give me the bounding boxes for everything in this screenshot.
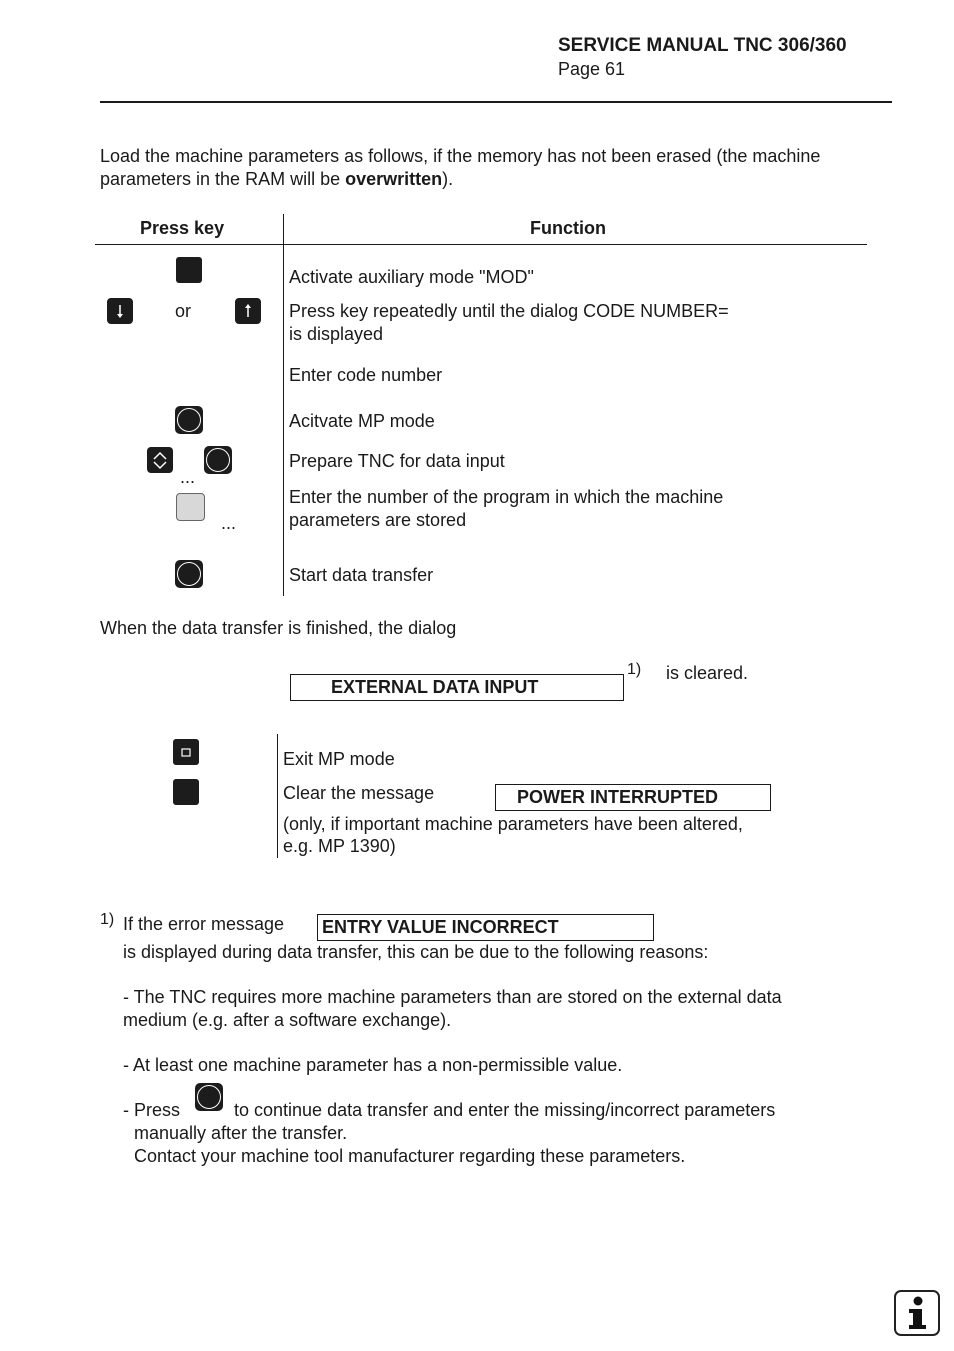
is-cleared-text: is cleared. xyxy=(666,663,749,683)
intro-line-2 xyxy=(100,168,453,191)
external-data-input-message: EXTERNAL DATA INPUT xyxy=(290,674,624,701)
goto-key-icon xyxy=(147,447,173,473)
reason-2: - At least one machine parameter has a non-permissible value. xyxy=(123,1055,623,1075)
ent-key-icon xyxy=(175,560,203,588)
function-activate-mp: Acitvate MP mode xyxy=(289,411,435,431)
info-icon xyxy=(894,1290,940,1336)
mod-key-icon xyxy=(176,257,202,283)
press-text: - Press xyxy=(123,1100,181,1120)
function-note-2: e.g. MP 1390) xyxy=(283,836,396,856)
ent-key-icon xyxy=(204,446,232,474)
reason-1: - The TNC requires more machine parameters than are stored on the external data xyxy=(123,987,782,1007)
function-activate-mod: Activate auxiliary mode "MOD" xyxy=(289,267,534,287)
function-exit-mp: Exit MP mode xyxy=(283,749,395,769)
ellipsis: ... xyxy=(180,467,196,487)
function-start-transfer: Start data transfer xyxy=(289,565,434,585)
footnote-lead: If the error message xyxy=(123,914,285,934)
footnote-marker: 1) xyxy=(100,911,115,928)
table-column-divider xyxy=(283,214,284,596)
arrow-down-key-icon xyxy=(107,298,133,324)
function-enter-code: Enter code number xyxy=(289,365,443,385)
end-key-icon xyxy=(173,739,199,765)
column-press-key: Press key xyxy=(140,218,225,238)
ce-key-icon xyxy=(173,779,199,805)
function-note: (only, if important machine parameters have been altered, xyxy=(283,814,743,834)
function-enter-program: Enter the number of the program in which the machine xyxy=(289,487,724,507)
function-enter-program-2: parameters are stored xyxy=(289,510,467,530)
reason-1-cont: medium (e.g. after a software exchange). xyxy=(123,1010,452,1030)
number-key-icon xyxy=(176,493,205,521)
press-text-line-2: manually after the transfer. xyxy=(134,1123,348,1143)
function-prepare-input: Prepare TNC for data input xyxy=(289,451,505,471)
footnote-ref: 1) xyxy=(627,661,642,678)
entry-value-incorrect-message: ENTRY VALUE INCORRECT xyxy=(317,914,654,941)
page-number: Page 61 xyxy=(558,59,626,79)
power-interrupted-message: POWER INTERRUPTED xyxy=(495,784,771,811)
intro-line-1: Load the machine parameters as follows, if the memory has not been erased (the machine xyxy=(100,146,821,166)
manual-title: SERVICE MANUAL TNC 306/360 xyxy=(558,35,847,56)
table2-divider xyxy=(277,734,278,858)
or-label: or xyxy=(175,301,192,321)
press-text-line-3: Contact your machine tool manufacturer regarding these parameters. xyxy=(134,1146,686,1166)
header-rule xyxy=(100,101,892,103)
ent-key-icon xyxy=(195,1083,223,1111)
table-header-rule xyxy=(95,244,867,245)
column-function: Function xyxy=(530,218,606,238)
arrow-up-key-icon xyxy=(235,298,261,324)
function-clear-message: Clear the message xyxy=(283,783,435,803)
function-press-repeatedly-2: is displayed xyxy=(289,324,384,344)
intro-bold: overwritten xyxy=(345,169,443,189)
intro-text-end: ). xyxy=(442,169,454,189)
press-text-cont: to continue data transfer and enter the missing/incorrect parameters xyxy=(234,1100,776,1120)
finish-text: When the data transfer is finished, the dialog xyxy=(100,618,457,638)
footnote-line-2: is displayed during data transfer, this can be due to the following reasons: xyxy=(123,942,709,962)
function-press-repeatedly: Press key repeatedly until the dialog CODE NUMBER= xyxy=(289,301,729,321)
ent-key-icon xyxy=(175,406,203,434)
intro-text: parameters in the RAM will be xyxy=(100,169,346,189)
ellipsis: ... xyxy=(221,513,237,533)
